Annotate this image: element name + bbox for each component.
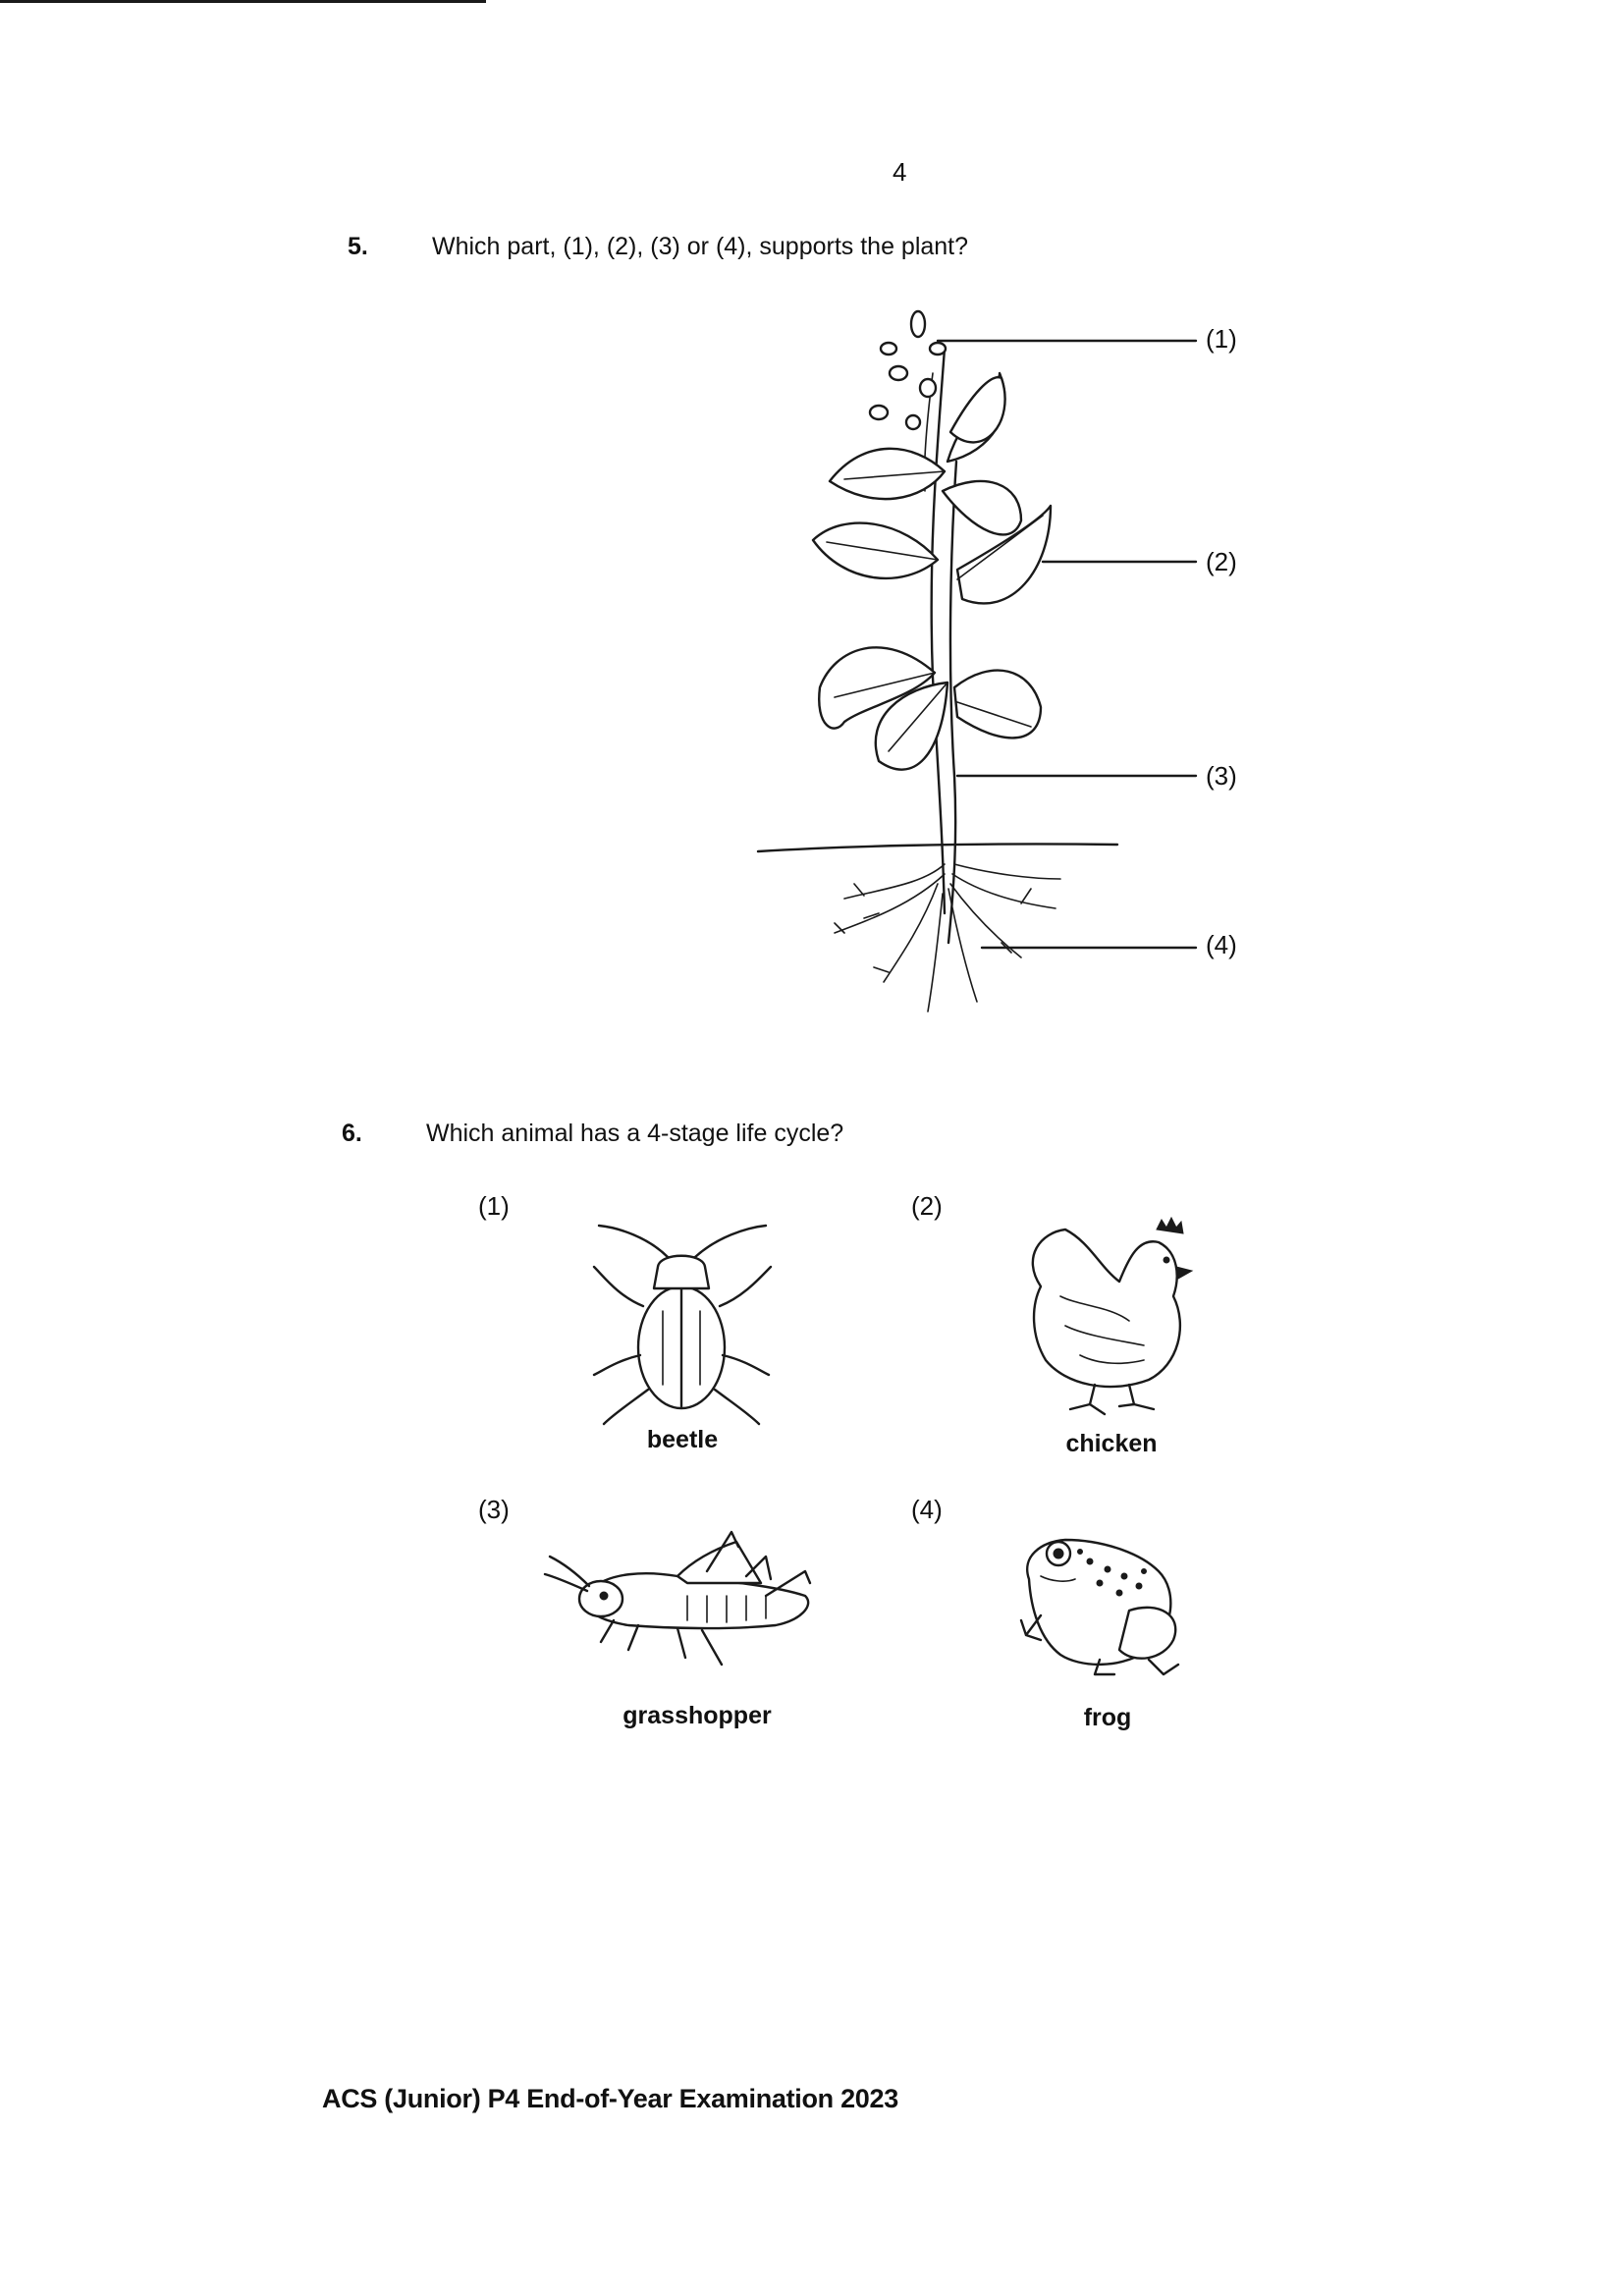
option-2-name: chicken: [1065, 1430, 1158, 1457]
plant-label-3: (3): [1206, 761, 1237, 791]
question-5-text: Which part, (1), (2), (3) or (4), supports the plant?: [432, 233, 969, 260]
option-4-name: frog: [1083, 1704, 1132, 1731]
option-1-label[interactable]: (1): [478, 1191, 510, 1221]
chicken-icon: [1033, 1218, 1192, 1414]
question-6-number: 6.: [342, 1120, 362, 1147]
question-6-text: Which animal has a 4-stage life cycle?: [426, 1120, 844, 1147]
plant-label-2: (2): [1206, 547, 1237, 576]
option-1-name: beetle: [646, 1426, 719, 1453]
frog-icon: [1021, 1540, 1178, 1674]
beetle-icon: [594, 1226, 771, 1424]
page-footer: ACS (Junior) P4 End-of-Year Examination 2023: [322, 2084, 898, 2113]
option-4-label[interactable]: (4): [911, 1495, 943, 1524]
option-3-name: grasshopper: [623, 1702, 772, 1729]
plant-label-1: (1): [1206, 324, 1237, 354]
option-3-label[interactable]: (3): [478, 1495, 510, 1524]
grasshopper-icon: [545, 1532, 810, 1665]
plant-label-4: (4): [1206, 930, 1237, 959]
page-number: 4: [893, 157, 907, 187]
question-5-number: 5.: [348, 233, 368, 260]
option-2-label[interactable]: (2): [911, 1191, 943, 1221]
